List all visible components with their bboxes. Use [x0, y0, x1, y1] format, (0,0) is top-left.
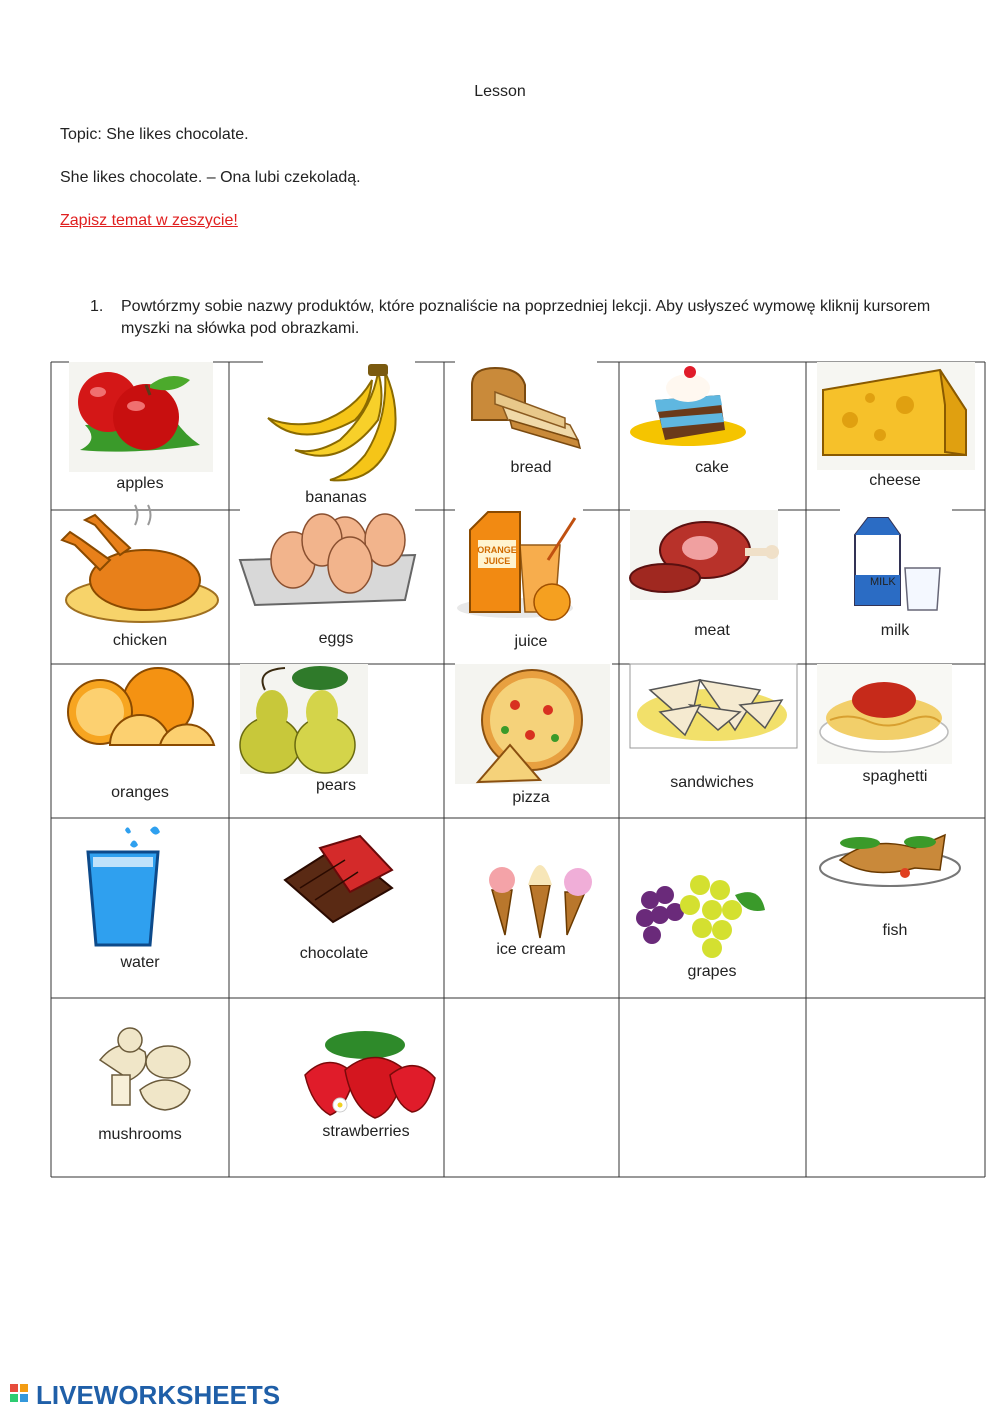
meat-icon — [630, 510, 779, 600]
word-oranges[interactable]: oranges — [111, 784, 169, 801]
word-pizza[interactable]: pizza — [512, 789, 550, 806]
notebook-instruction: Zapisz temat w zeszycie! — [60, 212, 238, 229]
milk-icon — [855, 518, 940, 610]
strawberries-icon — [305, 1031, 435, 1118]
word-sandwiches[interactable]: sandwiches — [670, 774, 754, 791]
word-mushrooms[interactable]: mushrooms — [98, 1126, 182, 1143]
word-ice-cream[interactable]: ice cream — [496, 941, 566, 958]
cheese-icon — [817, 362, 975, 470]
word-chicken[interactable]: chicken — [112, 632, 168, 649]
word-milk[interactable]: milk — [880, 622, 910, 639]
water-icon — [88, 826, 160, 945]
page-title: Lesson — [474, 83, 526, 100]
pizza-icon — [455, 664, 610, 784]
task-text: Powtórzmy sobie nazwy produktów, które poznaliście na poprzedniej lekcji. Aby usłyszeć wymowę kliknij kursorem myszki na słówka pod obrazkami. — [121, 298, 931, 337]
word-cake[interactable]: cake — [695, 459, 729, 476]
svg-text:MILK: MILK — [870, 576, 896, 588]
oranges-icon — [68, 668, 214, 745]
word-apples[interactable]: apples — [116, 475, 164, 492]
cake-icon — [630, 366, 746, 446]
word-juice[interactable]: juice — [514, 633, 548, 650]
word-cheese[interactable]: cheese — [869, 472, 921, 489]
word-chocolate[interactable]: chocolate — [299, 945, 369, 962]
logo-icon — [8, 1382, 32, 1408]
chicken-icon — [62, 505, 218, 622]
spaghetti-icon — [817, 664, 952, 764]
word-water[interactable]: water — [120, 954, 160, 971]
word-spaghetti[interactable]: spaghetti — [862, 768, 928, 785]
word-fish[interactable]: fish — [882, 922, 908, 939]
word-eggs[interactable]: eggs — [318, 630, 354, 647]
logo-text: LIVEWORKSHEETS — [36, 1380, 281, 1410]
chocolate-icon — [285, 836, 392, 922]
eggs-icon — [240, 514, 415, 605]
word-pears[interactable]: pears — [315, 777, 357, 794]
mushrooms-icon — [100, 1028, 190, 1110]
juice-icon — [457, 512, 575, 620]
sandwiches-icon — [630, 664, 797, 748]
word-strawberries[interactable]: strawberries — [322, 1123, 410, 1140]
word-grapes[interactable]: grapes — [687, 963, 737, 980]
bananas-icon — [268, 364, 396, 480]
pears-icon — [240, 664, 368, 774]
svg-text:JUICE: JUICE — [483, 556, 511, 566]
svg-text:ORANGE: ORANGE — [477, 545, 517, 555]
apples-icon — [69, 362, 213, 472]
fish-icon — [820, 835, 960, 886]
word-meat[interactable]: meat — [694, 622, 730, 639]
bread-icon — [472, 368, 580, 448]
ice-cream-icon — [489, 865, 592, 938]
grapes-icon — [636, 875, 765, 958]
task-number: 1. — [90, 298, 104, 315]
word-bread[interactable]: bread — [510, 459, 552, 476]
lesson-sentence: She likes chocolate. – Ona lubi czekoladą. — [60, 169, 361, 186]
word-bananas[interactable]: bananas — [305, 489, 367, 506]
lesson-topic: Topic: She likes chocolate. — [60, 126, 249, 143]
